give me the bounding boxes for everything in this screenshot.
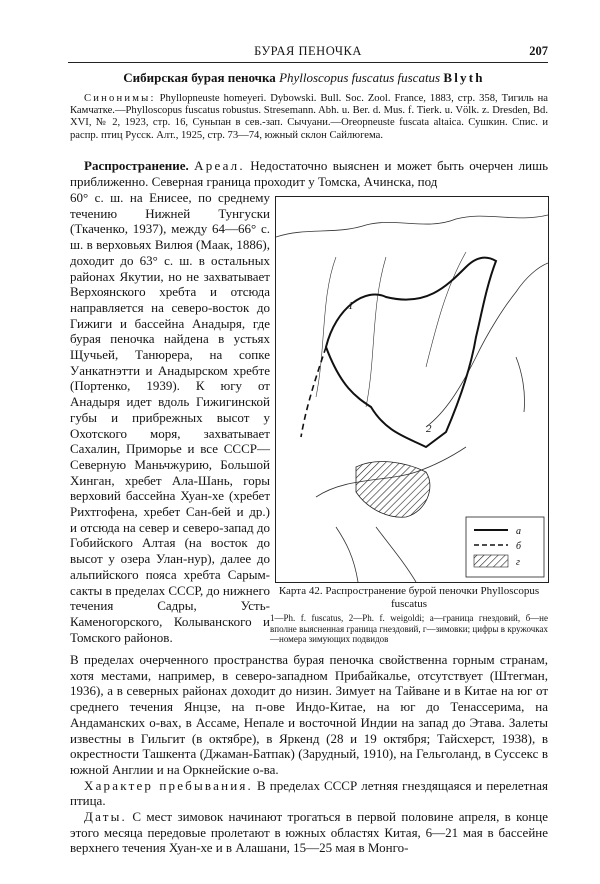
running-header <box>68 44 548 63</box>
river-2 <box>366 257 386 407</box>
running-header-title: БУРАЯ ПЕНОЧКА <box>254 44 362 58</box>
map-legend <box>466 517 544 577</box>
distribution-intro-text: Недостаточно выяснен и может быть очерчен лишь приближенно. Северная граница проходит у Томска, Ачинска, под <box>70 158 549 189</box>
species-common-name: Сибирская бурая пеночка <box>123 70 276 85</box>
legend-a: а <box>516 526 521 537</box>
distribution-column <box>70 190 270 645</box>
synonyms-text: Phyllopneuste homeyeri. Dybowski. Bull. Soc. Zool. France, 1883, стр. 358, Тигиль на Камчатке.—Phylloscopus fuscatus robustus. Stresemann. Abh. u. Ber. d. Mus. f. Tierk. u. Völk. z. Dresden, Bd. XVI, № 2, 1923, стр. 16, Суньпан в сев.-зап. Сычуани.—Oreopneuste fuscata altaica. Сушкин. Спис. и распр. птиц Русск. Алт., 1925, стр. 73—74, южный склон Сайлюгема. <box>70 93 548 141</box>
indochina-coast <box>376 527 416 582</box>
arctic-coast <box>276 215 548 237</box>
distribution-intro <box>70 158 548 189</box>
distribution-label: Распространение. <box>84 158 189 173</box>
body-continuation <box>70 652 548 856</box>
distribution-continuation: В пределах очерченного пространства бурая пеночка свойственна горным странам, хотя местами, например, в северо-западном Прибайкалье, отсутствует (Штегман, 1936), а в северных районах доходит до низин. Зимует на Тайване и в Китае на юг от среднего течения Янцзе, на п-ове Индо-Китае, на юг до Тенассерима, на Андаманских о-вах, в Ассаме, Непале и восточной Индии на запад до Этава. Залеты известны в Гильгит (в октябре), в Яркенд (28 и 19 октября; Тайсхерст, 1938), в окрестности Ташкента (Джаман-Батпак) (Зарудный, 1910), на Гельголанд, в Суссекс в южной Англии и на Оркнейские о-ва. <box>70 652 548 777</box>
india-coast <box>336 527 358 582</box>
dates-section <box>70 809 548 856</box>
wintering-area <box>356 462 430 518</box>
legend-b: б <box>516 541 522 552</box>
map-label-1: 1 <box>348 300 354 312</box>
dates-label: Даты. <box>84 809 127 825</box>
river-3 <box>426 252 466 367</box>
japan-coast <box>516 357 525 412</box>
synonyms-label: Синонимы: <box>84 93 156 104</box>
character-text: В пределах СССР летняя гнездящаяся и перелетная птица. <box>70 777 548 809</box>
map-caption-title: Карта 42. Распространение бурой пеночки Phylloscopus fuscatus <box>278 585 540 610</box>
map-label-2: 2 <box>426 423 432 435</box>
distribution-map <box>275 196 549 583</box>
species-latin-name: Phylloscopus fuscatus fuscatus <box>279 70 441 85</box>
dates-text: С мест зимовок начинают трогаться в первой половине апреля, в конце этого месяца передовые пролетают в южных областях Китая, 6—21 мая в бассейне верхнего течения Хуан-хе и в Алашани, 15—25 мая в Монго- <box>70 809 549 856</box>
character-label: Характер пребывания. <box>84 777 254 793</box>
synonyms-block <box>70 93 548 142</box>
map-caption <box>270 585 548 645</box>
species-author: Blyth <box>443 70 485 85</box>
uncertain-border <box>301 347 326 437</box>
breeding-border <box>326 258 496 447</box>
legend-g: г <box>516 557 520 568</box>
species-heading <box>60 70 548 86</box>
distribution-narrow-text: 60° с. ш. на Енисее, по среднему течению Нижней Тунгуски (Ткаченко, 1937), между 64—66° с. ш. в верховьях Вилюя (Маак, 1886), доходит до 63° с. ш. в остальных районах Якутии, но не захватывает Верхоянского хребта и отсюда направляется на северо-восток до Гижиги и бассейна Анадыря, где бурая пеночка найдена в устьях Щучьей, Танюрера, на сопке Уанкатнэтти и Анадырском хребте (Портенко, 1939). К югу от Анадыря идет вдоль Гижигинской губы и прибрежных высот у Охотского моря, захватывает Сахалин, Приморье и все СССР—Северную Маньчжурию, Большой Хинган, хребет Ала-Шань, горы верховий бассейна Хуан-хе (хребет Рихтгофена, хребет Сан-бей и др.) и отсюда на север и северо-запад до Гобийского Алтая (на восток до высот у озера Улан-нур), далее до альпийского пояса хребта Сарым-сакты в пределах СССР, до нижнего течения Садры, Усть-Каменогорского, Колыванского и Томского районов. <box>70 190 270 645</box>
map-svg <box>276 197 548 582</box>
area-label: Ареал. <box>194 158 245 173</box>
character-section <box>70 778 548 809</box>
page-number: 207 <box>529 44 548 58</box>
map-caption-legend: 1—Ph. f. fuscatus, 2—Ph. f. weigoldi; а—граница гнездовий, б—не вполне выясненная граница гнездовий, г—зимовки; цифры в кружочках—номера зимующих подвидов <box>270 613 548 644</box>
